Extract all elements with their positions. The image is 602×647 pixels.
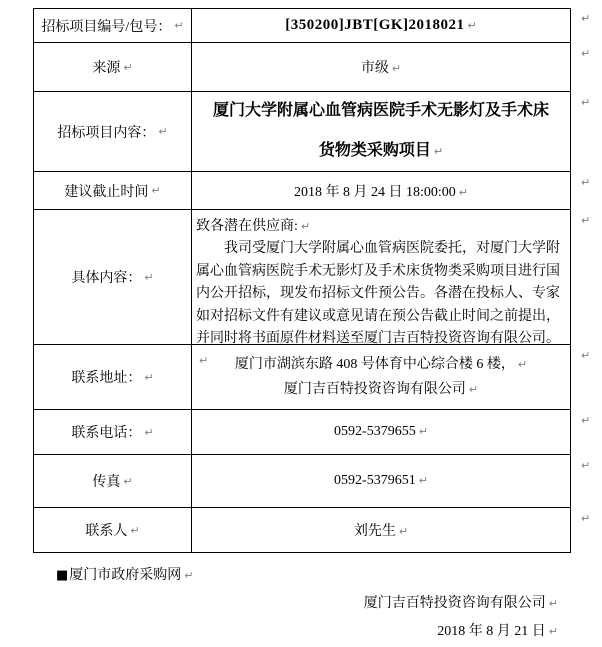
paragraph-mark-icon: ↵ (467, 19, 477, 32)
phone-number-text: 0592-5379655 (334, 424, 416, 439)
label-text: 建议截止时间 (64, 184, 149, 200)
paragraph-mark-icon: ↵ (433, 145, 444, 158)
paragraph-mark-icon: ↵ (581, 12, 591, 25)
row-end-mark (571, 455, 599, 508)
label-deadline (33, 172, 192, 210)
label-text: 招标项目内容： (57, 125, 156, 141)
publish-date: 2018 年 8 月 21 日 (437, 624, 546, 639)
paragraph-mark-icon: ↵ (517, 358, 528, 371)
paragraph-mark-icon: ↵ (199, 354, 209, 368)
paragraph-mark-icon: ↵ (144, 370, 154, 384)
paragraph-mark-icon: ↵ (468, 383, 479, 396)
label-contact-person (33, 508, 192, 553)
label-project-number (33, 8, 192, 43)
paragraph-mark-icon: ↵ (123, 60, 133, 74)
paragraph-mark-icon: ↵ (144, 270, 154, 284)
paragraph-mark-icon: ↵ (130, 523, 140, 537)
label-text: 联系电话： (71, 426, 142, 441)
paragraph-mark-icon: ↵ (158, 125, 168, 138)
details-body: 我司受厦门大学附属心血管病医院委托，对厦门大学附属心血管病医院手术无影灯及手术床货物类采购项目进行国内公开招标，现发布招标文件预公告。各潜在投标人、专家如对招标文件有建议或意见请在预公告截止时间之前提出，并同时将书面原件材料送至厦门吉百特投资咨询有限公司。↵ (196, 241, 560, 368)
paragraph-mark-icon: ↵ (581, 512, 591, 525)
value-fax (192, 455, 571, 508)
label-text: 传真 (92, 475, 121, 490)
paragraph-mark-icon: ↵ (123, 474, 133, 488)
paragraph-mark-icon: ↵ (581, 214, 591, 227)
contact-person-text: 刘先生 (353, 524, 396, 539)
source-site-label: 厦门市政府采购网 (69, 568, 182, 583)
black-square-bullet-icon: ■ (56, 568, 69, 583)
paragraph-mark-icon: ↵ (581, 349, 591, 362)
publish-date-line (364, 618, 558, 646)
label-contact-phone (33, 410, 192, 455)
label-text: 招标项目编号/包号： (41, 19, 172, 35)
paragraph-mark-icon: ↵ (418, 425, 428, 438)
paragraph-mark-icon: ↵ (151, 184, 161, 197)
paragraph-mark-icon: ↵ (581, 459, 591, 472)
paragraph-mark-icon: ↵ (418, 474, 428, 487)
paragraph-mark-icon: ↵ (184, 569, 194, 582)
row-end-mark (571, 508, 599, 553)
signature-block (364, 590, 558, 646)
project-title-line1: 厦门大学附属心血管病医院手术无影灯及手术床 (212, 102, 549, 119)
paragraph-mark-icon: ↵ (174, 19, 184, 32)
row-end-mark (571, 410, 599, 455)
paragraph-mark-icon: ↵ (581, 414, 591, 427)
project-number-text: [350200]JBT[GK]2018021 (285, 17, 465, 33)
row-end-mark (571, 172, 599, 210)
paragraph-mark-icon: ↵ (458, 185, 468, 199)
paragraph-mark-icon: ↵ (581, 96, 591, 109)
deadline-text: 2018 年 8 月 24 日 18:00:00 (294, 184, 456, 200)
row-end-mark (571, 8, 599, 43)
value-source (192, 43, 571, 92)
address-line2: 厦门吉百特投资咨询有限公司 (283, 382, 466, 397)
label-contact-address (33, 345, 192, 410)
paragraph-mark-icon: ↵ (581, 47, 591, 60)
paragraph-mark-icon: ↵ (300, 220, 311, 233)
publisher-name-line (364, 590, 558, 618)
row-end-mark (571, 345, 599, 410)
paragraph-mark-icon: ↵ (581, 176, 591, 189)
paragraph-mark-icon: ↵ (391, 62, 402, 75)
source-site-line (56, 564, 194, 584)
paragraph-mark-icon: ↵ (548, 625, 558, 638)
label-details (33, 210, 192, 345)
row-end-mark (571, 210, 599, 345)
paragraph-mark-icon: ↵ (548, 597, 558, 610)
procurement-notice-table (33, 8, 599, 553)
value-deadline (192, 172, 571, 210)
label-text: 来源 (92, 61, 121, 76)
paragraph-mark-icon: ↵ (398, 525, 409, 538)
row-end-mark (571, 92, 599, 172)
fax-number-text: 0592-5379651 (334, 473, 416, 488)
value-contact-person (192, 508, 571, 553)
source-text: 市级 (360, 61, 389, 76)
paragraph-mark-icon: ↵ (144, 425, 154, 439)
row-end-mark (571, 43, 599, 92)
address-line1: 厦门市湖滨东路 408 号体育中心综合楼 6 楼， (234, 357, 515, 372)
publisher-name: 厦门吉百特投资咨询有限公司 (363, 596, 546, 611)
label-text: 联系地址： (71, 371, 142, 386)
value-project-content (192, 92, 571, 172)
value-contact-address (192, 345, 571, 410)
project-title-line2: 货物类采购项目 (318, 142, 431, 159)
value-project-number (192, 8, 571, 43)
details-salutation: 致各潜在供应商: ↵ (196, 219, 311, 234)
label-fax (33, 455, 192, 508)
value-contact-phone (192, 410, 571, 455)
label-text: 联系人 (85, 524, 128, 539)
label-project-content (33, 92, 192, 172)
label-text: 具体内容： (71, 271, 142, 286)
label-source (33, 43, 192, 92)
